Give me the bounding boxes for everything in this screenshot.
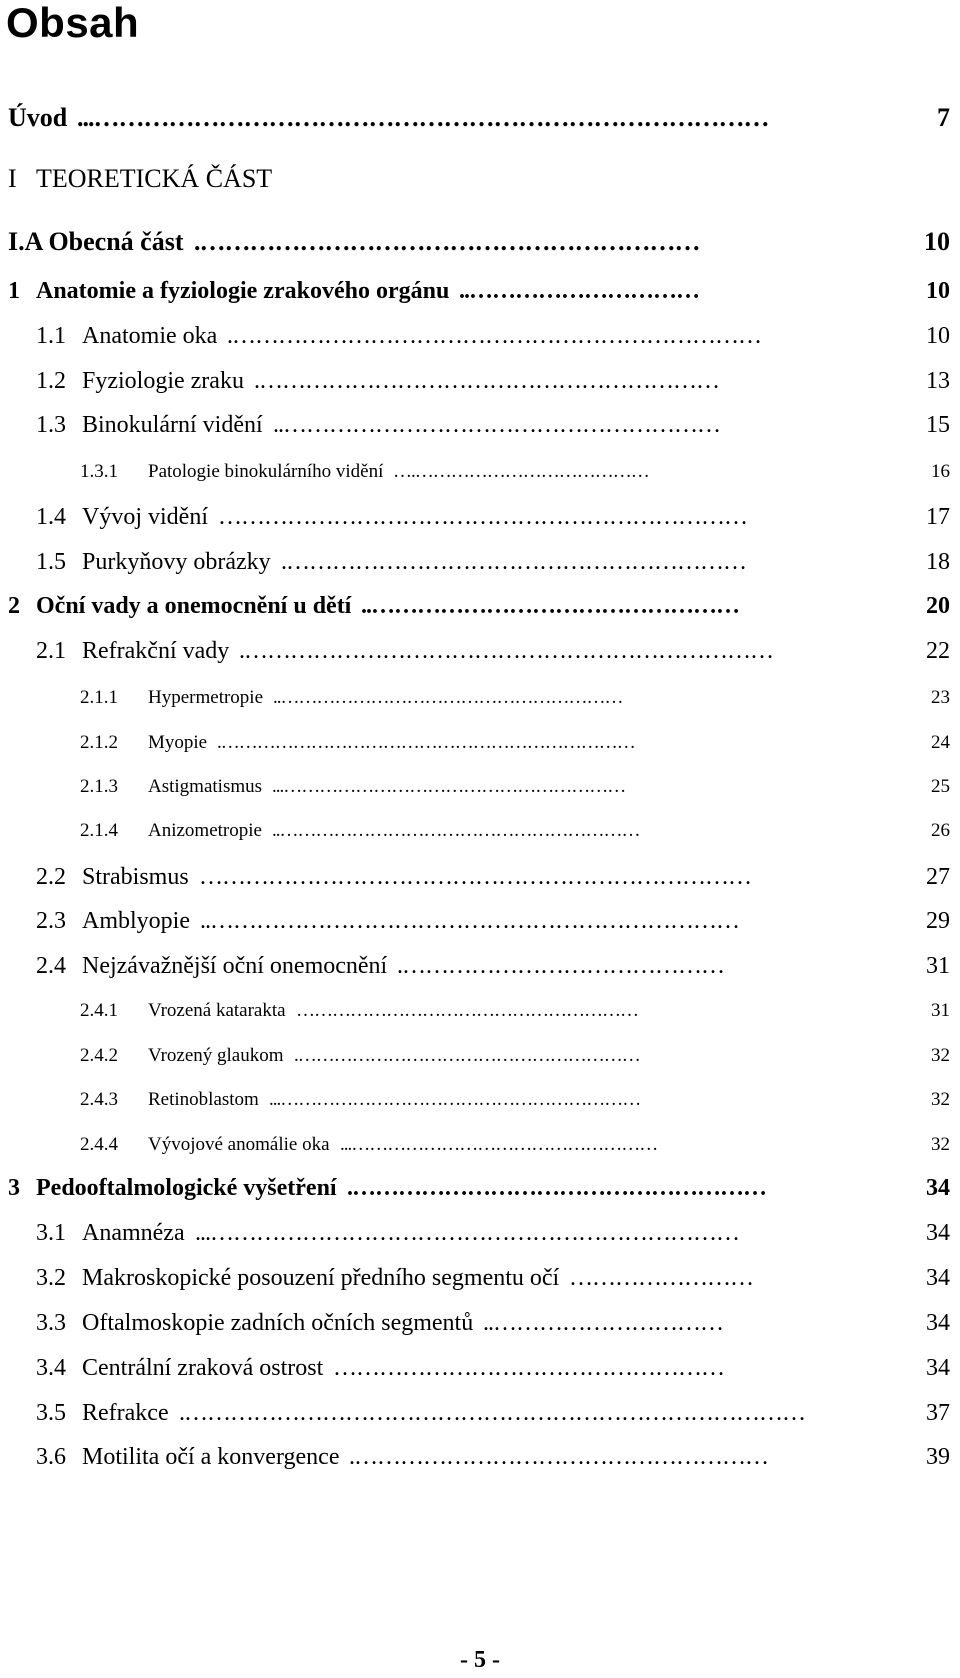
toc-entry-leader: ………………………………………………. <box>349 1444 768 1470</box>
toc-entry-page: 25 <box>931 776 950 797</box>
toc-entry-number: 1.3.1 <box>80 461 118 482</box>
toc-entry-leader: ………………………….. <box>459 278 699 304</box>
toc-entry <box>0 227 960 257</box>
toc-entry-page: 16 <box>931 461 950 482</box>
page-title: Obsah <box>6 0 140 46</box>
toc-entry-number: 2.4.4 <box>80 1134 118 1155</box>
toc-entry-page: 34 <box>926 1220 950 1246</box>
toc-entry-page: 15 <box>926 412 950 438</box>
toc-entry-page: 13 <box>926 368 950 394</box>
toc-entry-leader: ……………………………………………………………. <box>227 323 761 349</box>
toc-entry-leader: ………………………………….… <box>393 461 649 482</box>
toc-entry-page: 26 <box>931 820 950 841</box>
toc-entry-title: Oftalmoskopie zadních očních segmentů <box>82 1310 474 1336</box>
page-number: - 5 - <box>460 1647 500 1673</box>
toc-entry-leader: …………………………………………… <box>333 1355 724 1381</box>
toc-entry-title: Anatomie a fyziologie zrakového orgánu <box>36 278 450 304</box>
toc-entry-page: 39 <box>926 1444 950 1470</box>
toc-entry-title: Myopie <box>148 732 208 753</box>
toc-entry-leader: …………………………………………………….. <box>272 820 640 841</box>
toc-entry-title: Refrakce <box>82 1400 169 1426</box>
toc-entry-number: 3.2 <box>36 1265 66 1291</box>
toc-entry-page: 27 <box>926 864 950 890</box>
toc-entry <box>0 772 960 802</box>
toc-entry-title: Vývoj vidění <box>82 504 208 530</box>
toc-entry-number: 2.4.1 <box>80 1000 118 1021</box>
toc-entry-title: Anizometropie <box>148 820 262 841</box>
toc-entry-page: 31 <box>931 1000 950 1021</box>
toc-entry-leader: ……………………………………………………………. <box>217 732 635 753</box>
toc-entry-page: 34 <box>926 1355 950 1381</box>
toc-entry-number: 3 <box>8 1175 20 1201</box>
toc-entry <box>0 457 960 487</box>
toc-entry-leader: ……………………………………………………. <box>254 368 719 394</box>
toc-entry-page: 24 <box>931 732 950 753</box>
toc-entry <box>0 591 960 621</box>
toc-entry <box>0 1085 960 1115</box>
toc-entry-leader: ………………………………………………….. <box>273 412 720 438</box>
toc-entry-page: 20 <box>926 593 950 619</box>
toc-entry-number: 1.2 <box>36 368 66 394</box>
toc-entry <box>0 816 960 846</box>
toc-entry <box>0 1218 960 1248</box>
toc-entry-leader: ……………………………………………... <box>340 1134 658 1155</box>
toc-entry-leader: ………………………………………………… <box>296 1000 638 1021</box>
toc-entry-title: Binokulární vidění <box>82 412 263 438</box>
toc-entry-title: Anatomie oka <box>82 323 218 349</box>
toc-entry <box>0 951 960 981</box>
toc-entry-page: 7 <box>937 103 950 132</box>
toc-entry-number: 1 <box>8 278 20 304</box>
toc-entry-number: 3.4 <box>36 1355 66 1381</box>
toc-entry-number: 2.2 <box>36 864 66 890</box>
toc-entry-number: 2 <box>8 593 20 619</box>
toc-entry-number: 2.1.3 <box>80 776 118 797</box>
toc-entry <box>0 1308 960 1338</box>
toc-entry-title: Strabismus <box>82 864 189 890</box>
toc-entry-title: TEORETICKÁ ČÁST <box>36 164 273 193</box>
toc-entry-leader: ………………………………………….. <box>361 593 739 619</box>
toc-entry-page: 29 <box>926 908 950 934</box>
toc-entry-title: Patologie binokulárního vidění <box>148 461 384 482</box>
toc-entry-number: 2.1.2 <box>80 732 118 753</box>
toc-entry <box>0 1130 960 1160</box>
toc-entry <box>0 1041 960 1071</box>
toc-entry <box>0 636 960 666</box>
toc-entry <box>0 1353 960 1383</box>
toc-entry <box>0 862 960 892</box>
toc-entry-title: Astigmatismus <box>148 776 263 797</box>
toc-entry-leader: ……………………………………………………………… <box>199 864 751 890</box>
toc-entry-title: Vývojové anomálie oka <box>148 1134 330 1155</box>
toc-entry <box>0 103 960 133</box>
toc-entry-page: 18 <box>926 549 950 575</box>
toc-entry <box>0 683 960 713</box>
toc-entry-title: Fyziologie zraku <box>82 368 244 394</box>
toc-entry <box>0 1263 960 1293</box>
toc-entry-number: 1.4 <box>36 504 66 530</box>
toc-entry-title: Nejzávažnější oční onemocnění <box>82 953 388 979</box>
toc-entry-leader: …………………………………………………………… <box>218 504 747 530</box>
toc-entry <box>0 1398 960 1428</box>
toc-entry-title: Retinoblastom <box>148 1089 259 1110</box>
toc-entry-title: Refrakční vady <box>82 638 230 664</box>
toc-entry-page: 34 <box>926 1310 950 1336</box>
toc-entry-page: 22 <box>926 638 950 664</box>
toc-entry <box>0 276 960 306</box>
toc-entry-leader: …………………………………………………. <box>294 1045 640 1066</box>
toc-entry-number: 3.6 <box>36 1444 66 1470</box>
toc-entry-leader: ……………………………………. <box>397 953 724 979</box>
toc-entry-title: Vrozený glaukom <box>148 1045 284 1066</box>
toc-entry-page: 32 <box>931 1089 950 1110</box>
toc-entry-title: Vrozená katarakta <box>148 1000 286 1021</box>
toc-entry-page: 34 <box>926 1175 950 1201</box>
toc-entry <box>0 502 960 532</box>
toc-entry-number: 2.1 <box>36 638 66 664</box>
toc-entry-leader: ……………………………………………………. <box>281 549 746 575</box>
toc-entry-leader: ………………………………………………………………………. <box>179 1400 805 1426</box>
toc-entry-title: Anamnéza <box>82 1220 185 1246</box>
toc-entry-number: 3.3 <box>36 1310 66 1336</box>
toc-entry-leader: ………………………………………………. <box>347 1175 766 1201</box>
toc-entry-page: 37 <box>926 1400 950 1426</box>
toc-entry-title: Makroskopické posouzení předního segmentu očí <box>82 1265 560 1291</box>
toc-entry-leader: ……………………………………………………………... <box>195 1220 739 1246</box>
toc-entry-number: 1.1 <box>36 323 66 349</box>
toc-entry <box>0 906 960 936</box>
toc-entry <box>0 996 960 1026</box>
toc-entry-title: Pedooftalmologické vyšetření <box>36 1175 337 1201</box>
toc-entry-page: 23 <box>931 687 950 708</box>
toc-entry-page: 10 <box>926 278 950 304</box>
toc-entry <box>0 1442 960 1472</box>
toc-entry-leader: ………………………………………………….. <box>273 687 623 708</box>
toc-entry-title: Úvod <box>8 103 68 132</box>
toc-entry <box>0 547 960 577</box>
toc-entry <box>0 410 960 440</box>
toc-entry-number: 2.4 <box>36 953 66 979</box>
toc-entry-number: 2.1.1 <box>80 687 118 708</box>
toc-entry-leader: ……………………………………………………... <box>269 1089 641 1110</box>
toc-entry-title: Oční vady a onemocnění u dětí <box>36 593 352 619</box>
toc-entry <box>0 728 960 758</box>
toc-entry-leader: …………………………………………………... <box>272 776 626 797</box>
toc-entry-leader: ………………………………………………………………………... <box>77 103 769 132</box>
toc-entry <box>0 1173 960 1203</box>
toc-entry-leader: …………………… <box>569 1265 753 1291</box>
toc-entry-leader: ……………………………………………………. <box>194 227 700 256</box>
toc-entry-number: 2.1.4 <box>80 820 118 841</box>
toc-entry-leader: ………………………….. <box>483 1310 723 1336</box>
toc-entry-number: 2.3 <box>36 908 66 934</box>
toc-entry-title: Motilita očí a konvergence <box>82 1444 340 1470</box>
toc-entry-page: 31 <box>926 953 950 979</box>
toc-entry-title: Centrální zraková ostrost <box>82 1355 324 1381</box>
toc-entry-number: 1.5 <box>36 549 66 575</box>
toc-entry-page: 17 <box>926 504 950 530</box>
toc-entry-page: 32 <box>931 1045 950 1066</box>
toc-entry <box>0 321 960 351</box>
toc-entry-title: I.A Obecná část <box>8 227 184 256</box>
toc-entry-title: Purkyňovy obrázky <box>82 549 271 575</box>
toc-entry-leader: ……………………………………………………………. <box>239 638 773 664</box>
toc-entry-number: 1.3 <box>36 412 66 438</box>
toc-entry <box>0 366 960 396</box>
toc-entry-number: 2.4.3 <box>80 1089 118 1110</box>
toc-entry <box>0 164 960 194</box>
toc-entry-page: 32 <box>931 1134 950 1155</box>
toc-entry-page: 34 <box>926 1265 950 1291</box>
toc-entry-page: 10 <box>924 227 950 256</box>
toc-entry-title: Hypermetropie <box>148 687 264 708</box>
toc-entry-number: 3.5 <box>36 1400 66 1426</box>
toc-entry-number: 2.4.2 <box>80 1045 118 1066</box>
toc-entry-number: I <box>8 164 17 193</box>
toc-entry-page: 10 <box>926 323 950 349</box>
toc-entry-title: Amblyopie <box>82 908 190 934</box>
toc-entry-number: 3.1 <box>36 1220 66 1246</box>
toc-entry-leader: …………………………………………………………….. <box>200 908 739 934</box>
